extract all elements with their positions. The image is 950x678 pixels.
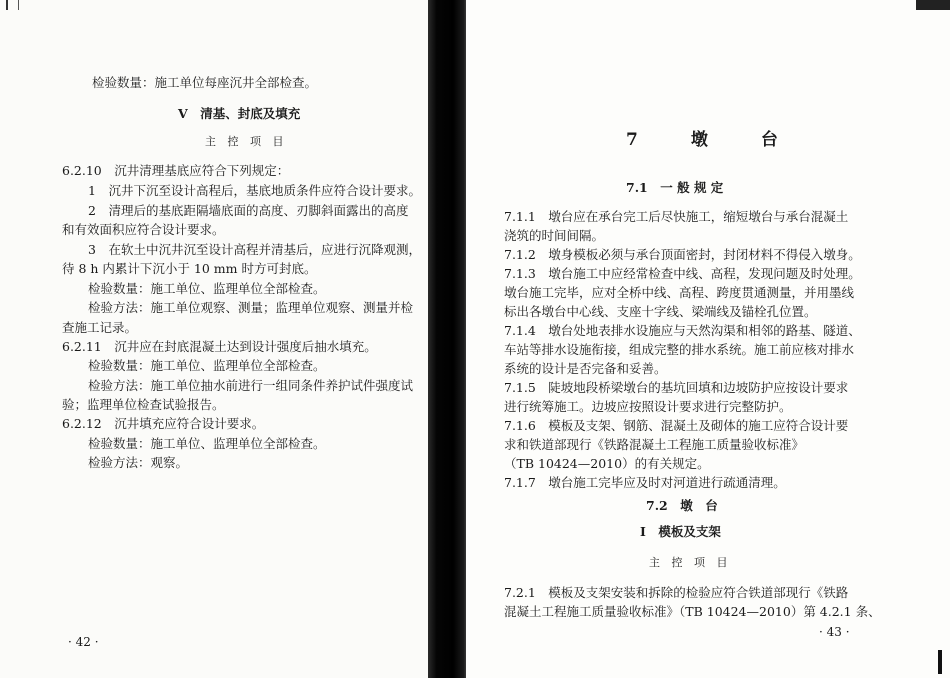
right-line-17: 混凝土工程施工质量验收标准》（TB 10424—2010）第 4.2.1 条、 xyxy=(504,604,881,619)
clause-7-1-7: 7.1.7 墩台施工完毕应及时对河道进行疏通清理。 xyxy=(504,475,786,490)
left-line-12: 查施工记录。 xyxy=(62,320,138,335)
left-line-8: 3 在软土中沉井沉至设计高程并清基后，应进行沉降观测， xyxy=(88,242,421,257)
right-line-2: 浇筑的时间间隔。 xyxy=(504,228,605,243)
clause-6-2-12: 6.2.12 沉井填充应符合设计要求。 xyxy=(62,416,265,431)
section-7-1-heading: 7.1 一 般 规 定 xyxy=(626,180,724,195)
left-line-19: 检验方法：观察。 xyxy=(88,455,189,470)
left-line-7: 和有效面积应符合设计要求。 xyxy=(62,222,225,237)
left-line-10: 检验数量：施工单位、监理单位全部检查。 xyxy=(88,281,326,296)
scan-edge-mark-right xyxy=(938,650,942,674)
right-page xyxy=(466,0,950,678)
scan-corner-mark xyxy=(916,0,950,10)
clause-7-1-2: 7.1.2 墩身模板必须与承台顶面密封，封闭材料不得侵入墩身。 xyxy=(504,247,861,262)
right-line-6: 标出各墩台中心线、支座十字线、梁端线及锚栓孔位置。 xyxy=(504,304,817,319)
left-line-11: 检验方法：施工单位观察、测量；监理单位观察、测量并检 xyxy=(88,300,414,315)
left-line-16: 验；监理单位检查试验报告。 xyxy=(62,397,225,412)
chapter-title: 7 墩 台 xyxy=(626,130,796,150)
right-line-13: 求和铁道部现行《铁路混凝土工程施工质量验收标准》 xyxy=(504,437,805,452)
right-line-5: 墩台施工完毕，应对全桥中线、高程、跨度贯通测量，并用墨线 xyxy=(504,285,855,300)
left-line-14: 检验数量：施工单位、监理单位全部检查。 xyxy=(88,358,326,373)
page-number-right: · 43 · xyxy=(819,625,850,639)
section-7-2-heading: 7.2 墩 台 xyxy=(646,498,718,513)
clause-7-1-3: 7.1.3 墩台施工中应经常检查中线、高程，发现问题及时处理。 xyxy=(504,266,861,281)
right-line-11: 进行统筹施工。边坡应按照设计要求进行完整防护。 xyxy=(504,399,792,414)
right-line-8: 车站等排水设施衔接，组成完整的排水系统。施工前应核对排水 xyxy=(504,342,855,357)
clause-6-2-10: 6.2.10 沉井清理基底应符合下列规定： xyxy=(62,163,290,178)
left-line-9: 待 8 h 内累计下沉小于 10 mm 时方可封底。 xyxy=(62,261,317,276)
clause-7-2-1: 7.2.1 模板及支架安装和拆除的检验应符合铁道部现行《铁路 xyxy=(504,585,849,600)
left-section-heading: V 清基、封底及填充 xyxy=(178,106,301,121)
right-line-9: 系统的设计是否完备和妥善。 xyxy=(504,361,667,376)
left-page xyxy=(0,0,430,678)
clause-7-1-4: 7.1.4 墩台处地表排水设施应与天然沟渠和相邻的路基、隧道、 xyxy=(504,323,861,338)
scan-edge-mark xyxy=(6,0,19,10)
clause-7-1-1: 7.1.1 墩台应在承台完工后尽快施工，缩短墩台与承台混凝土 xyxy=(504,209,849,224)
clause-7-1-6: 7.1.6 模板及支架、钢筋、混凝土及砌体的施工应符合设计要 xyxy=(504,418,849,433)
book-spine-shadow xyxy=(428,0,470,678)
page-number-left: · 42 · xyxy=(68,635,99,649)
left-line-1: 检验数量：施工单位每座沉井全部检查。 xyxy=(92,75,318,90)
left-line-15: 检验方法：施工单位抽水前进行一组同条件养护试件强度试 xyxy=(88,378,414,393)
right-line-14: （TB 10424—2010）的有关规定。 xyxy=(504,456,710,471)
left-line-18: 检验数量：施工单位、监理单位全部检查。 xyxy=(88,436,326,451)
subsection-heading: Ⅰ 模板及支架 xyxy=(640,524,721,539)
clause-7-1-5: 7.1.5 陡坡地段桥梁墩台的基坑回填和边坡防护应按设计要求 xyxy=(504,380,849,395)
left-main-items-heading: 主 控 项 目 xyxy=(205,135,288,148)
left-line-6: 2 清理后的基底距隔墙底面的高度、刃脚斜面露出的高度 xyxy=(88,203,409,218)
clause-6-2-11: 6.2.11 沉井应在封底混凝土达到设计强度后抽水填充。 xyxy=(62,339,377,354)
left-line-5: 1 沉井下沉至设计高程后，基底地质条件应符合设计要求。 xyxy=(88,183,421,198)
right-main-items-heading: 主 控 项 目 xyxy=(649,556,732,569)
